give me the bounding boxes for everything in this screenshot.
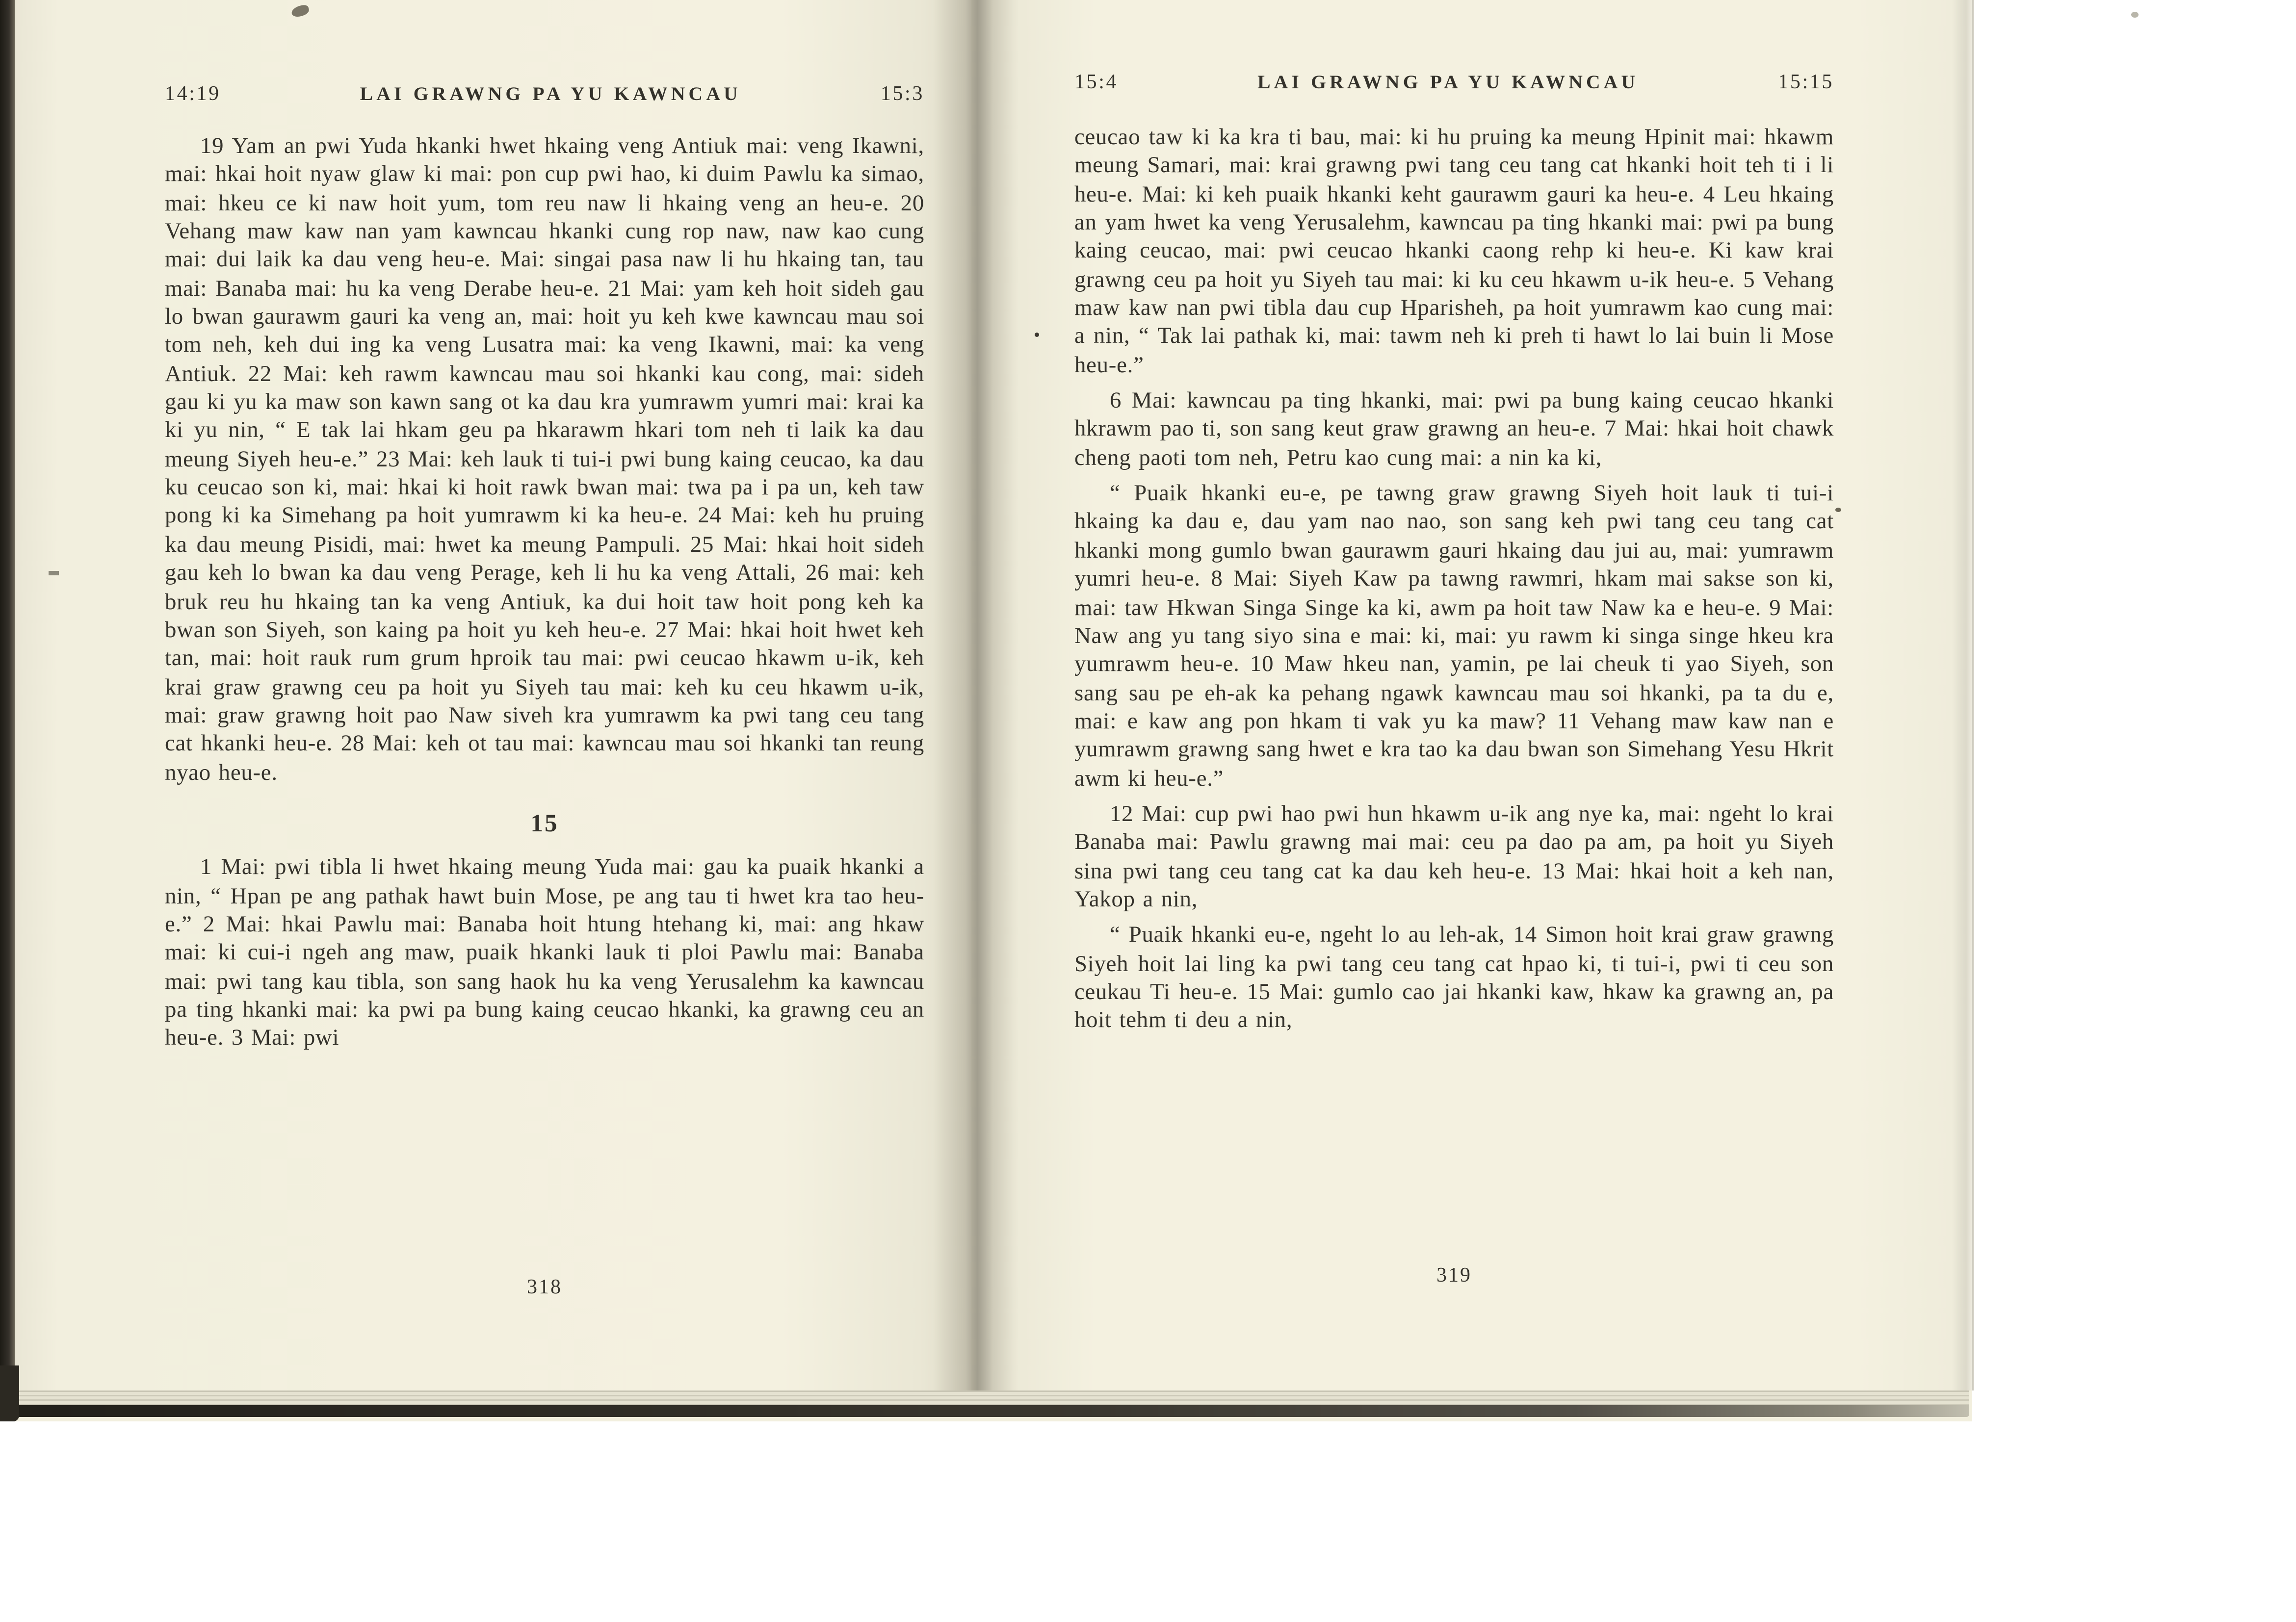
verse-ref-left: 15:4 bbox=[1074, 72, 1119, 94]
scan-speck bbox=[2131, 12, 2139, 18]
verse-ref-right: 15:15 bbox=[1778, 72, 1834, 94]
scan-speck bbox=[1035, 333, 1039, 337]
page-number: 318 bbox=[527, 1277, 562, 1299]
scan-speck bbox=[1835, 508, 1841, 512]
running-title: LAI GRAWNG PA YU KAWNCAU bbox=[1257, 71, 1639, 93]
book-bottom-edge bbox=[0, 1390, 1969, 1421]
book-spine-edge bbox=[0, 0, 15, 1421]
right-page-text bbox=[1074, 124, 1834, 1035]
page-stack-edge bbox=[0, 1390, 1969, 1405]
chapter-heading: 15 bbox=[530, 809, 559, 837]
scan-speck bbox=[49, 571, 59, 575]
paragraph: ceucao taw ki ka kra ti bau, mai: ki hu pruing ka meung Hpinit mai: hkawm meung Samari, mai: krai grawng pwi tang ceu tang cat hkanki hoit teh ti i li heu-e. Mai: ki keh puaik hkanki keht gaurawm gauri ka heu-e. 4 Leu hkaing an yam hwet ka veng Yerusalehm, kawncau pa ting hkanki mai: pwi pa bung kaing ceucao, mai: pwi ceucao hkanki caong rehp ki heu-e. Ki kaw krai grawng ceu pa hoit yu Siyeh tau mai: ki ku ceu hkawm u-ik heu-e. 5 Vehang maw kaw nan pwi tibla dau cup Hparisheh, pa hoit yumrawm kao cung mai: a nin, “ Tak lai pathak ki, mai: tawm neh ki preh ti hawt lo lai buin li Mose heu-e.” bbox=[1074, 125, 1834, 378]
verse-ref-left: 14:19 bbox=[165, 84, 221, 106]
page-number: 319 bbox=[1436, 1265, 1472, 1287]
cover-bottom-edge bbox=[0, 1405, 1969, 1417]
paragraph: 12 Mai: cup pwi hao pwi hun hkawm u-ik ang nye ka, mai: ngeht lo krai Banaba mai: Pawlu grawng mai mai: ceu pa dao pa am, pa hoit yu Siyeh sina pwi tang ceu tang cat ka dau keh heu-e. 13 Mai: hkai hoit a keh nan, Yakop a nin, bbox=[1074, 801, 1834, 912]
paragraph: 19 Yam an pwi Yuda hkanki hwet hkaing veng Antiuk mai: veng Ikawni, mai: hkai hoit nyaw glaw ki mai: pon cup pwi hao, ki duim Pawlu ka simao, mai: hkeu ce ki naw hoit yum, tom reu naw li hkaing veng an heu-e. 20 Vehang maw kaw nan yam kawncau hkanki cung rop naw, naw kao cung mai: dui laik ka dau veng heu-e. Mai: singai pasa naw li hu hkaing tan, tau mai: Banaba mai: hu ka veng Derabe heu-e. 21 Mai: yam keh hoit sideh gau lo bwan gaurawm gauri ka veng an, mai: hoit yu keh kwe kawncau mau soi tom neh, keh dui ing ka veng Lusatra mai: ka veng Ikawni, mai: ka veng Antiuk. 22 Mai: keh rawm kawncau mau soi hkanki kau cong, mai: sideh gau ki yu ka maw son kawn sang ot ka dau kra yumrawm yumri mai: krai ka ki yu nin, “ E tak lai hkam geu pa hkarawm hkari tom neh ti laik ka dau meung Siyeh heu-e.” 23 Mai: keh lauk ti tui-i pwi bung kaing ceucao, ka dau ku ceucao son ki, mai: hkai ki hoit rawk bwan mai: twa pa i pa un, keh taw pong ki ka Simehang pa hoit yumrawm ki ka heu-e. 24 Mai: keh hu pruing ka dau meung Pisidi, mai: hwet ka meung Pampuli. 25 Mai: hkai hoit sideh gau keh lo bwan ka dau veng Perage, keh li hu ka veng Attali, 26 mai: keh bruk reu hu hkaing tan ka veng Antiuk, ka dui hoit taw hoit pong keh ka bwan son Siyeh, son kaing pa hoit yu keh heu-e. 27 Mai: hkai hoit hwet keh tan, mai: hoit rauk rum grum hproik tau mai: pwi ceucao hkawm u-ik, keh krai graw grawng ceu pa hoit yu Siyeh tau mai: keh ku ceu hkawm u-ik, mai: graw grawng hoit pao Naw siveh kra yumrawm ka pwi tang ceu tang cat hkanki heu-e. 28 Mai: keh ot tau mai: kawncau mau soi hkanki tan reung nyao heu-e. bbox=[165, 134, 924, 785]
paragraph: “ Puaik hkanki eu-e, ngeht lo au leh-ak, 14 Simon hoit krai graw grawng Siyeh hoit lai ling ka pwi tang ceu tang cat hpao ki, ti tui-i, pwi ti ceu son ceukau Ti heu-e. 15 Mai: gumlo cao jai hkanki kaw, hkaw ka grawng an, pa hoit tehm ti deu a nin, bbox=[1074, 923, 1834, 1033]
page-edge-right bbox=[1952, 0, 1974, 1390]
left-page-text bbox=[165, 132, 924, 1053]
paragraph: 6 Mai: kawncau pa ting hkanki, mai: pwi pa bung kaing ceucao hkanki hkrawm pao ti, son sang keut graw grawng an heu-e. 7 Mai: hkai hoit chawk cheng paoti tom neh, Petru kao cung mai: a nin ka ki, bbox=[1074, 388, 1834, 471]
running-title: LAI GRAWNG PA YU KAWNCAU bbox=[360, 82, 741, 104]
left-page bbox=[15, 0, 971, 1390]
right-page bbox=[971, 0, 1972, 1390]
right-page-header bbox=[1074, 71, 1834, 96]
cover-corner bbox=[0, 1365, 19, 1421]
paragraph: “ Puaik hkanki eu-e, pe tawng graw grawng Siyeh hoit lauk ti tui-i hkaing ka dau e, dau yam nao nao, son sang keh pwi tang ceu tang cat hkanki mong gumlo bwan gaurawm gauri hkaing dau jui au, mai: yumrawm yumri heu-e. 8 Mai: Siyeh Kaw pa tawng rawmri, hkam mai sakse son ki, mai: taw Hkwan Singa Singe ka ki, awm pa hoit taw Naw ka e heu-e. 9 Mai: Naw ang yu tang siyo sina e mai: ki, mai: yu rawm ki singa singe hkeu kra yumrawm heu-e. 10 Maw hkeu nan, yamin, pe lai cheuk ti yao Siyeh, son sang sau pe eh-ak ka pehang ngawk kawncau mau soi hkanki, pa ta du e, mai: e kaw ang pon hkam ti vak yu ka maw? 11 Vehang maw kaw nan e yumrawm grawng sang hwet e kra tao ka dau bwan son Simehang Yesu Hkrit awm ki heu-e.” bbox=[1074, 481, 1834, 791]
verse-ref-right: 15:3 bbox=[880, 84, 924, 106]
paragraph: 1 Mai: pwi tibla li hwet hkaing meung Yuda mai: gau ka puaik hkanki a nin, “ Hpan pe ang pathak hawt buin Mose, pe ang tau ti hwet kra tao heu-e.” 2 Mai: hkai Pawlu mai: Banaba hoit htung htehang ki, mai: ang hkaw mai: ki cui-i ngeh ang maw, puaik hkanki lauk ti ploi Pawlu mai: Banaba mai: pwi tang kau tibla, son sang haok hu ka veng Yerusalehm ka kawncau pa ting hkanki mai: ka pwi pa bung kaing ceucao hkanki, ka grawng ceu an heu-e. 3 Mai: pwi bbox=[165, 855, 924, 1051]
left-page-header bbox=[165, 82, 924, 107]
